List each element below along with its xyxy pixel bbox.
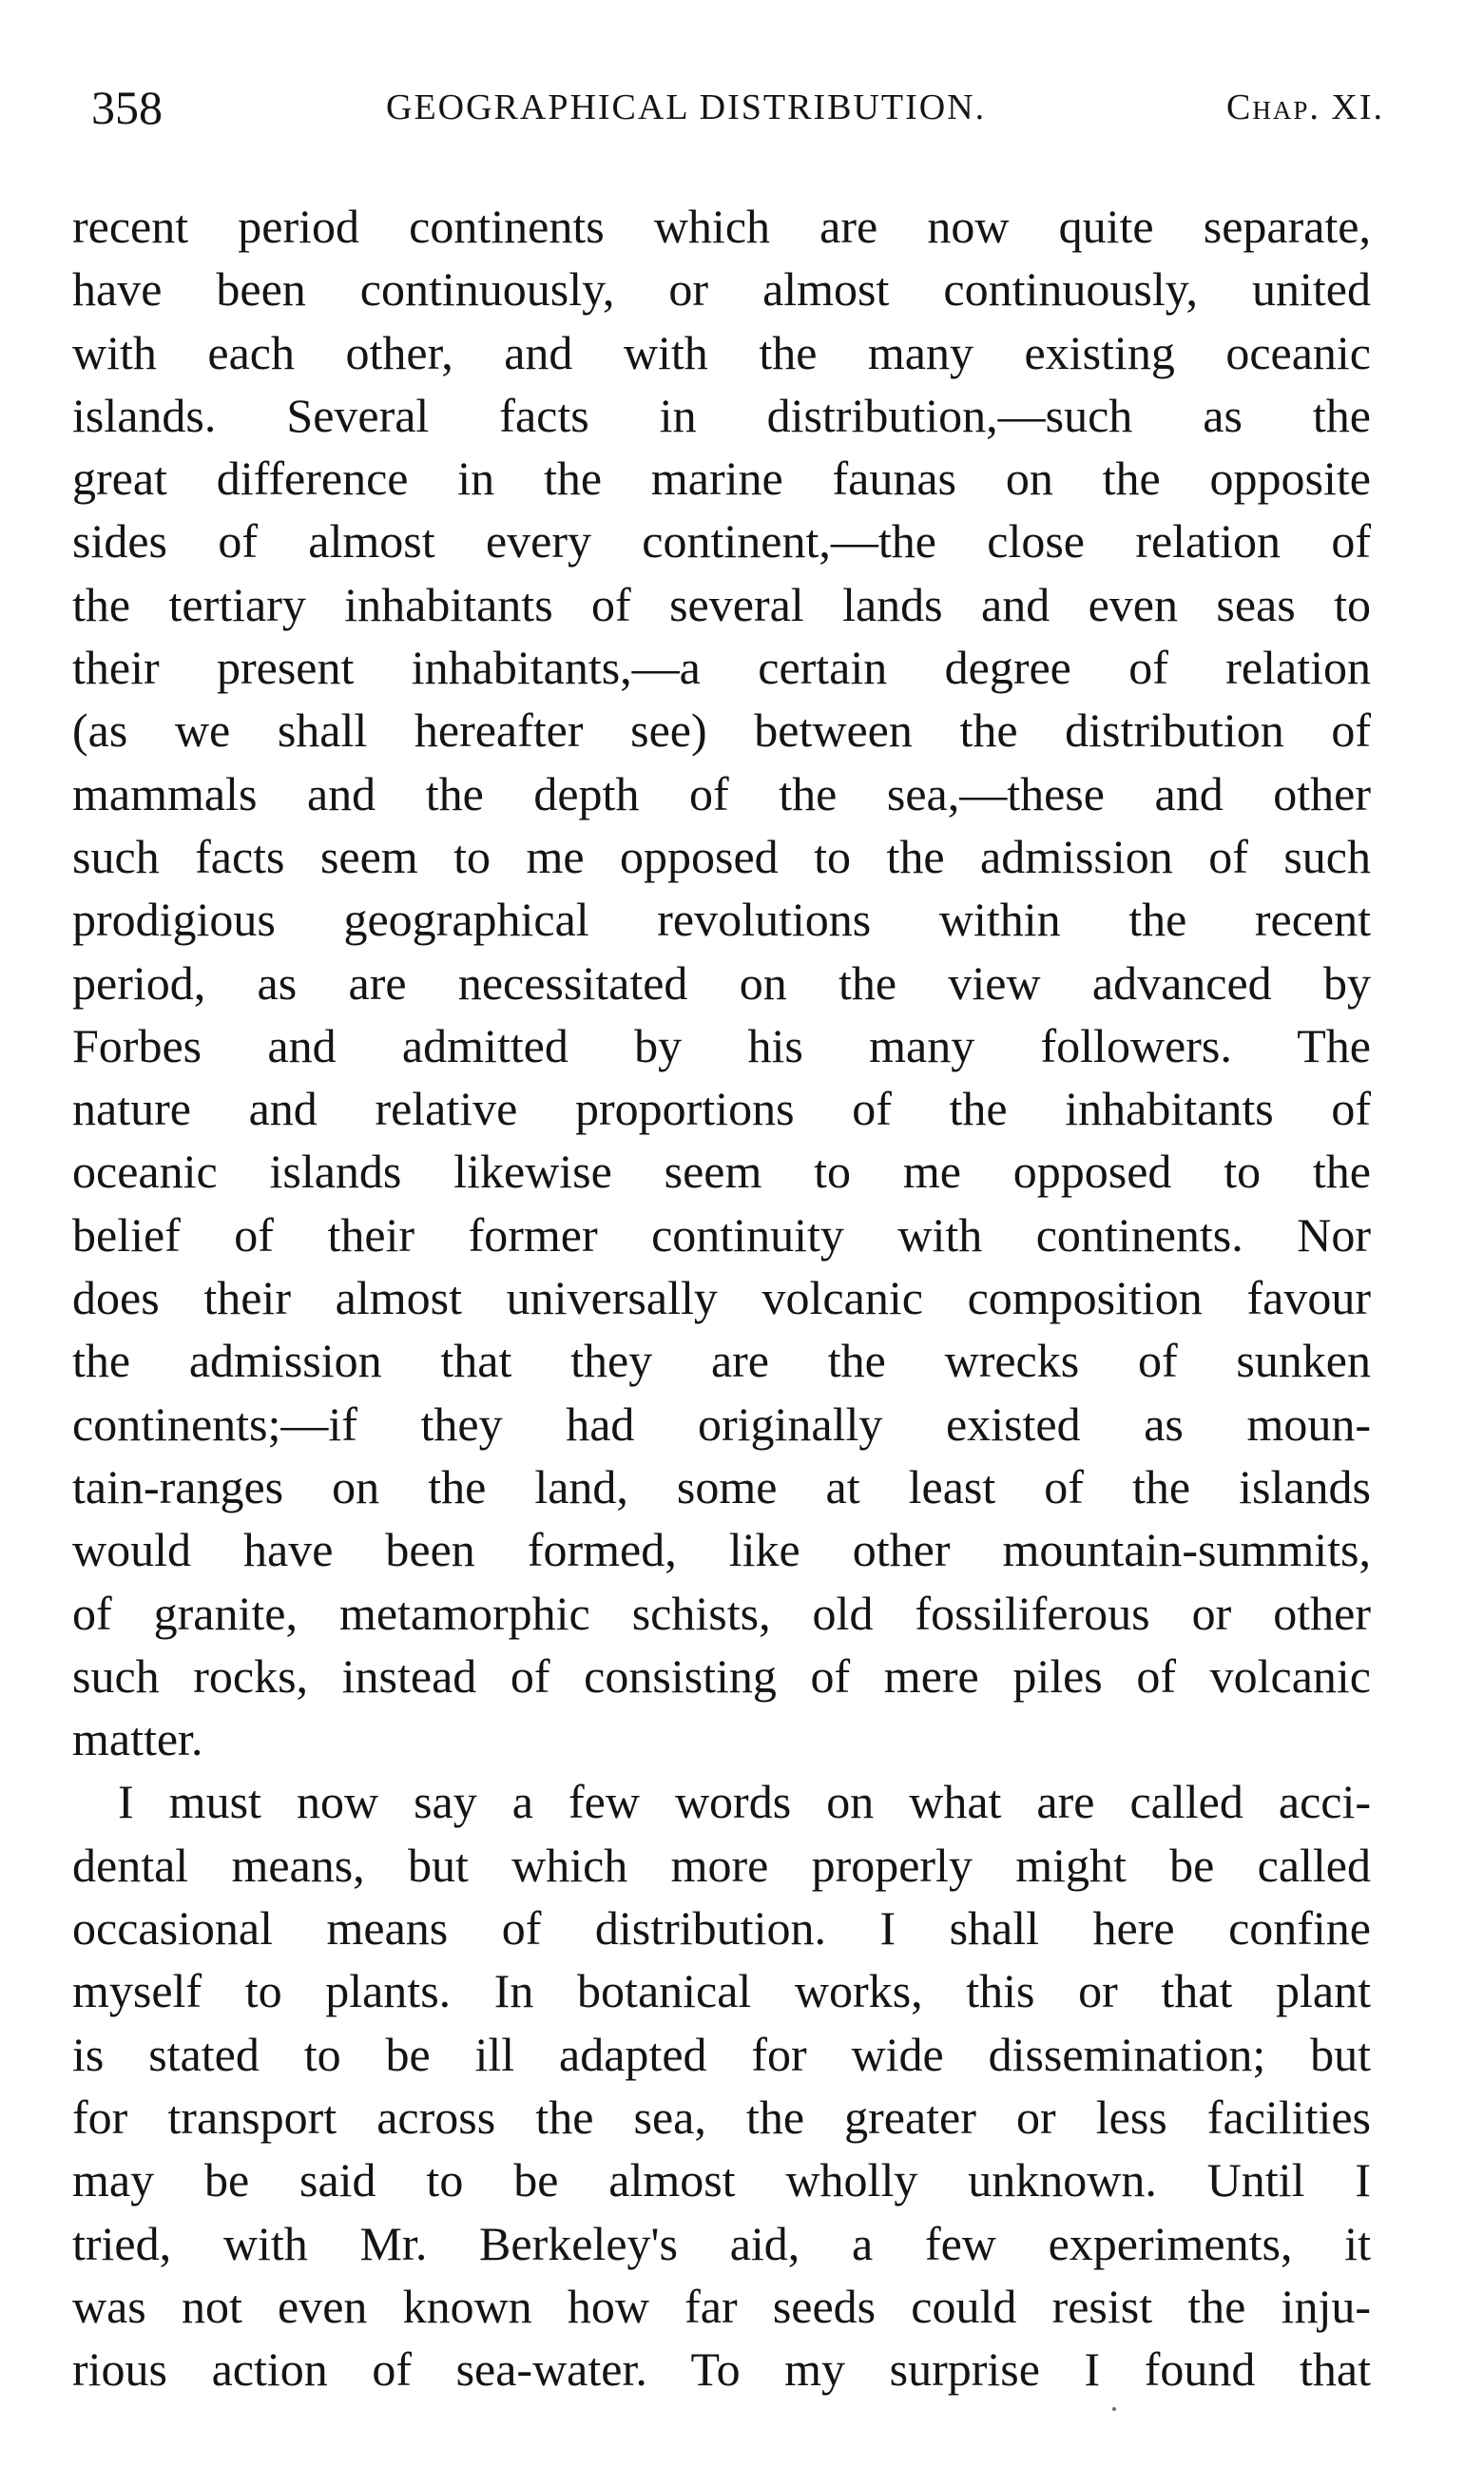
text-line: such rocks, instead of consisting of mere piles of volcanic (72, 1648, 1371, 1703)
text-line: the admission that they are the wrecks of sunken (72, 1334, 1371, 1388)
text-line: may be said to be almost wholly unknown. Until I (72, 2153, 1371, 2207)
body-text (72, 195, 1371, 2400)
text-line: the tertiary inhabitants of several lands and even seas to (72, 577, 1371, 631)
text-line: does their almost universally volcanic composition favour (72, 1271, 1371, 1325)
text-line: is stated to be ill adapted for wide dissemination; but (72, 2027, 1371, 2081)
text-line: recent period continents which are now quite separate, (72, 200, 1371, 253)
text-line: myself to plants. In botanical works, this or that plant (72, 1964, 1371, 2018)
text-line: sides of almost every continent,—the close relation of (72, 514, 1371, 569)
text-line: Forbes and admitted by his many followers. The (72, 1018, 1371, 1072)
running-title: GEOGRAPHICAL DISTRIBUTION. (386, 87, 987, 127)
text-line: period, as are necessitated on the view advanced by (72, 955, 1371, 1010)
text-line: occasional means of distribution. I shall here confine (72, 1901, 1371, 1956)
text-line: tried, with Mr. Berkeley's aid, a few experiments, it (72, 2216, 1371, 2270)
text-line: oceanic islands likewise seem to me opposed to the (72, 1145, 1371, 1199)
text-line: matter. (72, 1712, 203, 1766)
text-line: islands. Several facts in distribution,—such as the (72, 388, 1371, 442)
ink-speck (1112, 2407, 1116, 2411)
text-line: was not even known how far seeds could resist the inju- (72, 2279, 1371, 2333)
text-line: prodigious geographical revolutions within the recent (72, 893, 1371, 947)
text-line: great difference in the marine faunas on the opposite (72, 452, 1371, 506)
text-line: their present inhabitants,—a certain degree of relation (72, 641, 1371, 695)
paragraph-2 (72, 1770, 1371, 2400)
text-line: of granite, metamorphic schists, old fossiliferous or other (72, 1586, 1371, 1640)
text-line: for transport across the sea, the greater or less facilities (72, 2090, 1371, 2144)
text-line: mammals and the depth of the sea,—these and other (72, 766, 1371, 820)
text-line: with each other, and with the many existing oceanic (72, 325, 1371, 379)
text-line: would have been formed, like other mountain-summits, (72, 1523, 1371, 1577)
text-line: I must now say a few words on what are called acci- (118, 1775, 1371, 1829)
chapter-label: Chap. XI. (1226, 87, 1384, 127)
text-line: rious action of sea-water. To my surprise I found that (72, 2342, 1371, 2397)
paragraph-1 (72, 195, 1371, 1770)
text-line: (as we shall hereafter see) between the distribution of (72, 703, 1371, 758)
page-number: 358 (91, 81, 163, 134)
text-line: belief of their former continuity with continents. Nor (72, 1207, 1371, 1262)
text-line: tain-ranges on the land, some at least of the islands (72, 1459, 1371, 1513)
text-line: have been continuously, or almost continuously, united (72, 262, 1371, 317)
text-line: such facts seem to me opposed to the admission of such (72, 829, 1371, 883)
text-line: nature and relative proportions of the inhabitants of (72, 1082, 1371, 1136)
page-header (91, 74, 1384, 141)
text-line: dental means, but which more properly might be called (72, 1838, 1371, 1892)
text-line: continents;—if they had originally existed as moun- (72, 1397, 1371, 1451)
